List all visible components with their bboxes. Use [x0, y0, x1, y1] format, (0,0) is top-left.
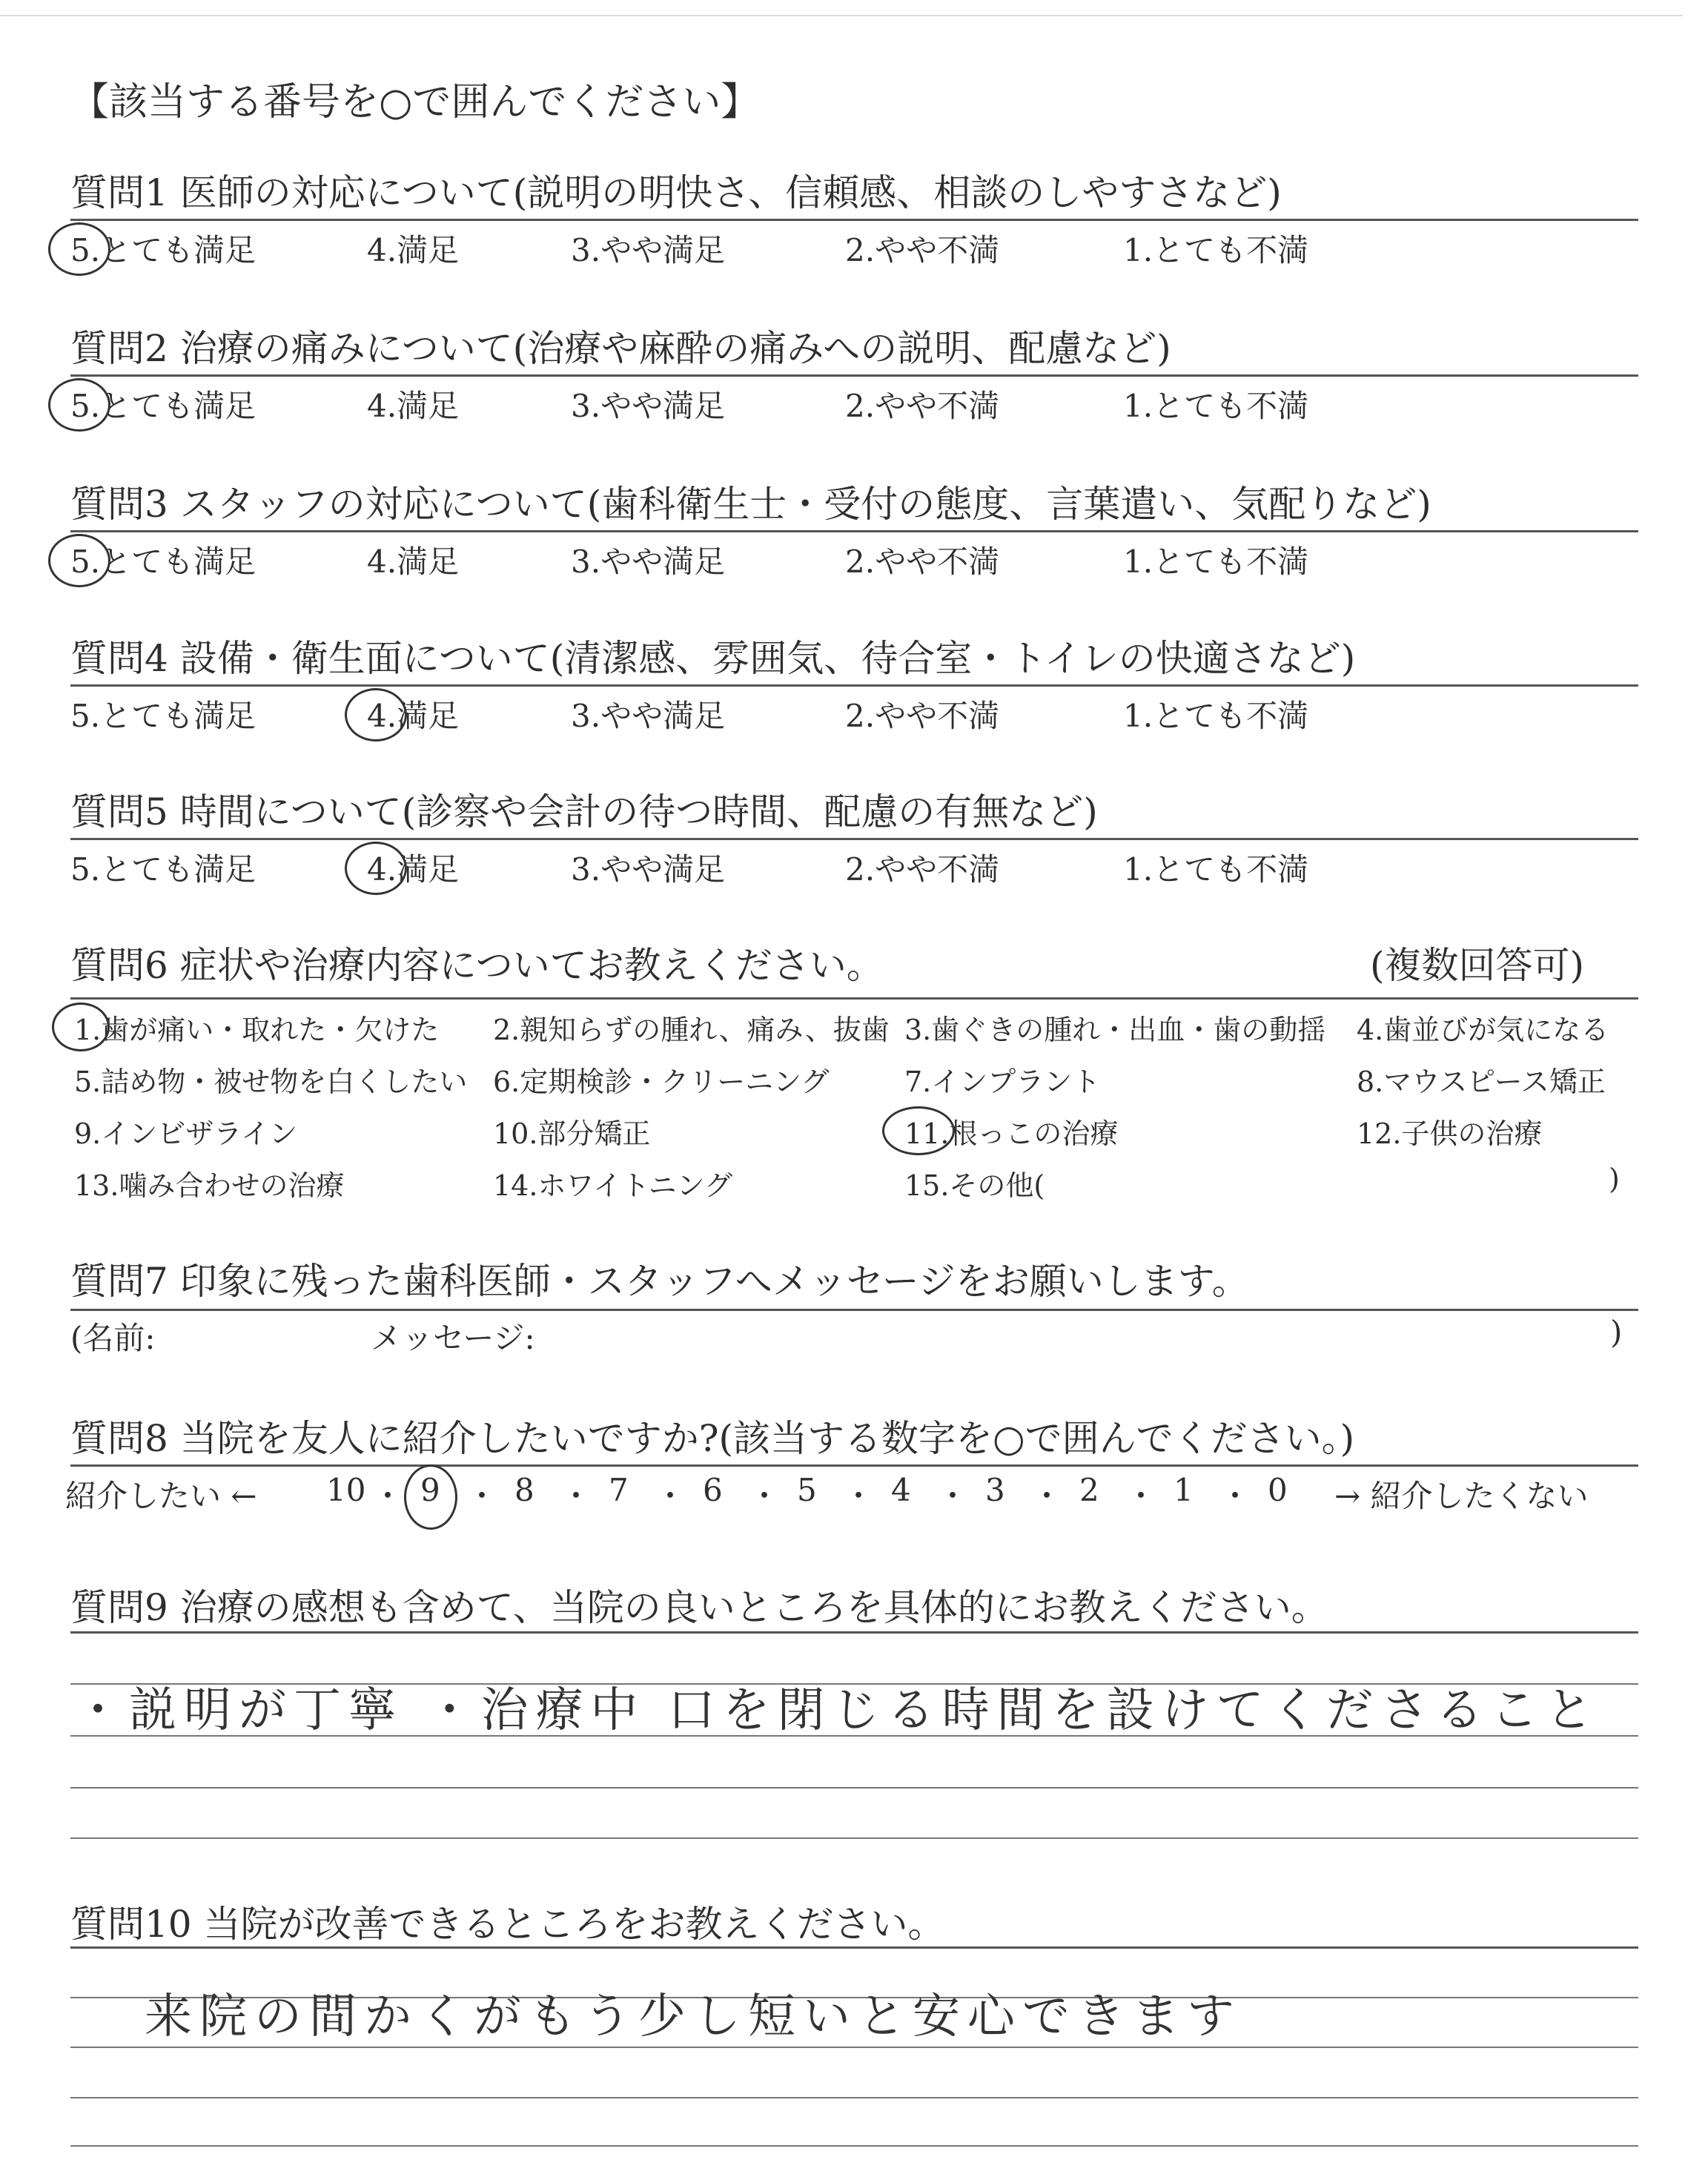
question-1-option[interactable]: 1.とても不満	[1123, 232, 1309, 268]
selected-circle-mark	[48, 534, 110, 587]
q8-separator-dot: ・	[1031, 1478, 1063, 1514]
q6-note: (複数回答可)	[1370, 944, 1585, 987]
instruction-header: 【該当する番号を○で囲んでください】	[70, 80, 760, 125]
q10-underline	[70, 1946, 1638, 1949]
q6-option[interactable]: 4.歯並びが気になる	[1357, 1014, 1609, 1046]
question-4-option[interactable]: 1.とても不満	[1123, 698, 1309, 734]
q9-underline	[70, 1631, 1638, 1634]
q8-right-label: → 紹介したくない	[1334, 1478, 1589, 1514]
q6-option[interactable]: 10.部分矯正	[493, 1117, 651, 1150]
q6-option[interactable]: 3.歯ぐきの腫れ・出血・歯の動揺	[904, 1014, 1326, 1046]
question-4-label: 質問4 設備・衛生面について(清潔感、雰囲気、待合室・トイレの快適さなど)	[70, 637, 1356, 680]
question-3-option[interactable]: 5.とても満足	[70, 544, 256, 580]
question-3-option[interactable]: 1.とても不満	[1123, 544, 1309, 580]
selected-circle-mark	[404, 1464, 457, 1530]
page-top-edge	[0, 15, 1683, 16]
question-2-option[interactable]: 1.とても不満	[1123, 388, 1309, 424]
question-2-option[interactable]: 2.やや不満	[845, 388, 1000, 424]
q6-option[interactable]: 1.歯が痛い・取れた・欠けた	[74, 1014, 440, 1046]
q7-name-label: (名前:	[70, 1320, 156, 1356]
q6-option[interactable]: 13.噛み合わせの治療	[74, 1169, 345, 1202]
question-3-option[interactable]: 2.やや不満	[845, 544, 1000, 580]
q6-option[interactable]: 14.ホワイトニング	[493, 1169, 733, 1202]
question-4-underline	[70, 684, 1638, 687]
q9-write-line	[70, 1837, 1638, 1839]
selected-circle-mark	[48, 378, 110, 432]
question-5-option[interactable]: 2.やや不満	[845, 851, 1000, 888]
q6-option[interactable]: 7.インプラント	[904, 1066, 1101, 1098]
question-2-underline	[70, 374, 1638, 377]
q6-option[interactable]: 9.インビザライン	[74, 1117, 298, 1150]
question-3-label: 質問3 スタッフの対応について(歯科衛生士・受付の態度、言葉遣い、気配りなど)	[70, 483, 1431, 526]
q9-write-line	[70, 1787, 1638, 1789]
selected-circle-mark	[882, 1106, 955, 1155]
q6-option[interactable]: )	[1609, 1163, 1620, 1195]
q8-separator-dot: ・	[655, 1478, 686, 1514]
question-3-option[interactable]: 4.満足	[367, 544, 460, 580]
q6-option[interactable]: 2.親知らずの腫れ、痛み、抜歯	[493, 1014, 890, 1046]
question-3-option[interactable]: 3.やや満足	[571, 544, 726, 580]
q8-separator-dot: ・	[466, 1478, 498, 1514]
question-4-option[interactable]: 3.やや満足	[571, 698, 726, 734]
q6-option[interactable]: 11.根っこの治療	[904, 1117, 1119, 1150]
q6-option[interactable]: 6.定期検診・クリーニング	[493, 1066, 830, 1098]
q6-underline	[70, 997, 1638, 1000]
question-5-option[interactable]: 4.満足	[367, 851, 460, 888]
question-1-option[interactable]: 4.満足	[367, 232, 460, 268]
question-1-option[interactable]: 5.とても満足	[70, 232, 256, 268]
question-1-underline	[70, 219, 1638, 221]
q10-write-line	[70, 2145, 1638, 2147]
selected-circle-mark	[52, 1003, 110, 1051]
q10-label: 質問10 当院が改善できるところをお教えください。	[70, 1903, 945, 1946]
selected-circle-mark	[48, 222, 110, 276]
question-5-underline	[70, 838, 1638, 840]
q6-label: 質問6 症状や治療内容についてお教えください。	[70, 944, 884, 987]
q8-scale-value[interactable]: 4	[891, 1472, 911, 1508]
question-1-label: 質問1 医師の対応について(説明の明快さ、信頼感、相談のしやすさなど)	[70, 171, 1282, 214]
q10-handwritten-answer: 来院の間かくがもう少し短いと安心できます	[145, 1989, 1242, 2044]
q7-message-label: メッセージ:	[371, 1320, 535, 1356]
q8-separator-dot: ・	[749, 1478, 781, 1514]
q8-separator-dot: ・	[372, 1478, 404, 1514]
question-4-option[interactable]: 5.とても満足	[70, 698, 256, 734]
question-2-option[interactable]: 3.やや満足	[571, 388, 726, 424]
q8-separator-dot: ・	[1219, 1478, 1251, 1514]
q8-scale-value[interactable]: 2	[1079, 1472, 1099, 1508]
selected-circle-mark	[345, 688, 407, 742]
q9-handwritten-answer: ・説明が丁寧 ・治療中 口を閉じる時間を設けてくださること	[74, 1683, 1601, 1738]
q7-label: 質問7 印象に残った歯科医師・スタッフへメッセージをお願いします。	[70, 1260, 1249, 1303]
q8-left-label: 紹介したい ←	[65, 1478, 257, 1514]
q8-separator-dot: ・	[937, 1478, 969, 1514]
q10-write-line	[70, 2097, 1638, 2098]
q8-scale-value[interactable]: 7	[609, 1472, 629, 1508]
q8-separator-dot: ・	[843, 1478, 875, 1514]
q9-label: 質問9 治療の感想も含めて、当院の良いところを具体的にお教えください。	[70, 1586, 1328, 1629]
question-2-label: 質問2 治療の痛みについて(治療や麻酔の痛みへの説明、配慮など)	[70, 327, 1171, 370]
q8-underline	[70, 1464, 1638, 1467]
q8-scale-value[interactable]: 1	[1174, 1472, 1194, 1508]
q8-scale-value[interactable]: 6	[703, 1472, 723, 1508]
question-4-option[interactable]: 4.満足	[367, 698, 460, 734]
question-1-option[interactable]: 2.やや不満	[845, 232, 1000, 268]
question-5-option[interactable]: 3.やや満足	[571, 851, 726, 888]
question-5-option[interactable]: 1.とても不満	[1123, 851, 1309, 888]
question-2-option[interactable]: 5.とても満足	[70, 388, 256, 424]
q8-scale-value[interactable]: 9	[420, 1472, 440, 1508]
q8-scale-value[interactable]: 3	[985, 1472, 1005, 1508]
question-5-label: 質問5 時間について(診察や会計の待つ時間、配慮の有無など)	[70, 790, 1098, 833]
q7-close-paren: )	[1610, 1314, 1623, 1350]
q8-label: 質問8 当院を友人に紹介したいですか?(該当する数字を○で囲んでください。)	[70, 1417, 1355, 1460]
q8-scale-value[interactable]: 5	[797, 1472, 817, 1508]
selected-circle-mark	[345, 842, 407, 895]
q6-option[interactable]: 5.詰め物・被せ物を白くしたい	[74, 1066, 468, 1098]
q8-scale-value[interactable]: 8	[514, 1472, 534, 1508]
q7-underline	[70, 1309, 1638, 1311]
q8-separator-dot: ・	[560, 1478, 592, 1514]
q6-option[interactable]: 15.その他(	[904, 1169, 1045, 1202]
question-3-underline	[70, 530, 1638, 532]
q8-separator-dot: ・	[1125, 1478, 1157, 1514]
q6-option[interactable]: 8.マウスピース矯正	[1357, 1066, 1606, 1098]
q8-scale-value[interactable]: 0	[1268, 1472, 1288, 1508]
q10-write-line	[70, 2047, 1638, 2048]
q6-option[interactable]: 12.子供の治療	[1357, 1117, 1543, 1150]
question-5-option[interactable]: 5.とても満足	[70, 851, 256, 888]
question-1-option[interactable]: 3.やや満足	[571, 232, 726, 268]
question-2-option[interactable]: 4.満足	[367, 388, 460, 424]
question-4-option[interactable]: 2.やや不満	[845, 698, 1000, 734]
q8-scale-value[interactable]: 10	[326, 1472, 366, 1508]
